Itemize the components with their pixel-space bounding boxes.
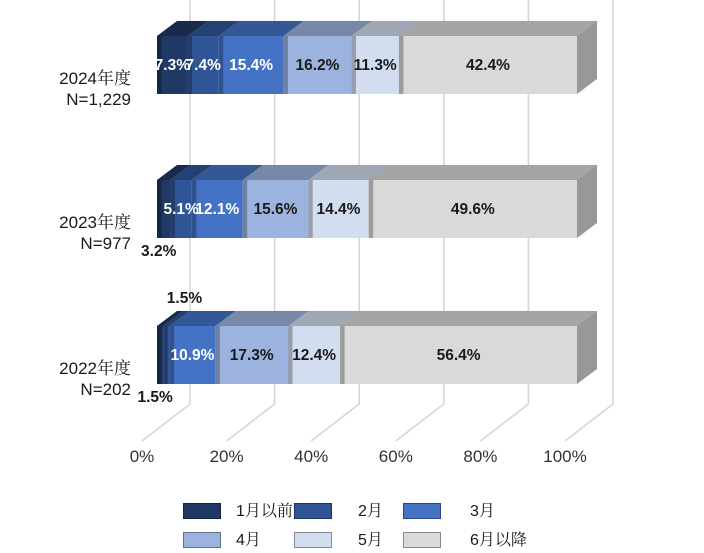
category-n-label: N=202 bbox=[80, 380, 131, 399]
category-label: 2023年度 bbox=[59, 213, 131, 232]
legend-label: 5月 bbox=[358, 532, 383, 549]
value-label: 7.3% bbox=[154, 57, 191, 74]
value-label: 10.9% bbox=[170, 347, 215, 364]
value-label: 56.4% bbox=[436, 347, 481, 364]
bar-segment-bevel bbox=[369, 180, 374, 238]
bar-segment-bevel bbox=[283, 36, 288, 94]
value-label: 5.1% bbox=[163, 201, 199, 218]
bar-segment-bevel bbox=[163, 326, 168, 384]
bar-segment-top-face bbox=[399, 21, 597, 36]
value-label: 15.6% bbox=[253, 201, 298, 218]
x-axis-tick-label: 40% bbox=[294, 447, 329, 466]
value-label: 17.3% bbox=[229, 347, 274, 364]
value-label: 7.4% bbox=[185, 57, 221, 74]
bar-segment-bevel bbox=[399, 36, 404, 94]
legend-label: 6月以降 bbox=[470, 532, 527, 549]
bar-segment-top-face bbox=[340, 311, 597, 326]
legend-label: 4月 bbox=[236, 532, 261, 549]
x-axis-tick-label: 80% bbox=[463, 447, 498, 466]
x-axis-tick-label: 60% bbox=[378, 447, 413, 466]
bar-segment-bevel bbox=[308, 180, 313, 238]
bar-segment-bevel bbox=[243, 180, 248, 238]
x-axis-tick-label: 20% bbox=[209, 447, 244, 466]
value-label: 16.2% bbox=[295, 57, 340, 74]
bar-segment-bevel bbox=[157, 180, 162, 238]
bar-segment-bevel bbox=[215, 326, 220, 384]
value-label: 1.5% bbox=[137, 389, 173, 406]
value-label: 14.4% bbox=[316, 201, 361, 218]
x-axis-tick-label: 100% bbox=[543, 447, 587, 466]
category-label: 2024年度 bbox=[59, 69, 131, 88]
bar-segment-bevel bbox=[340, 326, 345, 384]
bar-segment-top-face bbox=[369, 165, 597, 180]
category-n-label: N=1,229 bbox=[66, 90, 131, 109]
value-label: 12.4% bbox=[292, 347, 337, 364]
legend-label: 3月 bbox=[470, 503, 495, 520]
value-label: 3.2% bbox=[141, 243, 177, 260]
category-n-label: N=977 bbox=[80, 234, 131, 253]
legend-label: 2月 bbox=[358, 503, 383, 520]
value-label: 11.3% bbox=[353, 57, 397, 74]
bar-segment-bevel bbox=[157, 326, 162, 384]
value-label: 42.4% bbox=[465, 57, 510, 74]
value-label: 49.6% bbox=[450, 201, 495, 218]
value-label: 1.5% bbox=[166, 290, 203, 307]
value-label: 12.1% bbox=[195, 201, 240, 218]
legend-label: 1月以前 bbox=[236, 503, 293, 520]
x-axis-tick-label: 0% bbox=[129, 447, 155, 466]
value-label: 15.4% bbox=[229, 57, 274, 74]
category-label: 2022年度 bbox=[59, 359, 131, 378]
